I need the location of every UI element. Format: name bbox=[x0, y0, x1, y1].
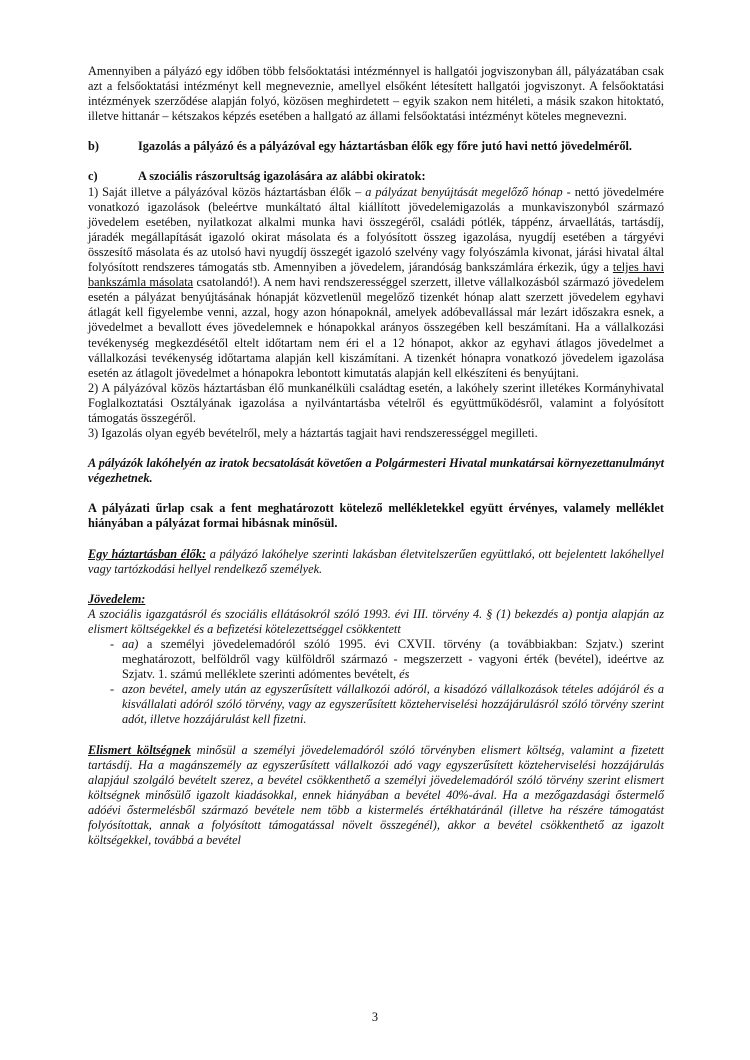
income-definition: A szociális igazgatásról és szociális ellátásokról szóló 1993. évi III. törvény 4. § (1) bekezdés a) pontja alapján az elismert költségekkel és a befizetési kötelezettséggel csökkentett bbox=[88, 606, 664, 636]
section-b-heading bbox=[88, 139, 664, 154]
environment-study-note: A pályázók lakóhelyén az iratok becsatolását követően a Polgármesteri Hivatal munkatársai környezettanulmányt végezhetnek. bbox=[88, 456, 664, 486]
section-b-label: b) bbox=[88, 139, 99, 154]
section-c-item-1: 1) Saját illetve a pályázóval közös háztartásban élők – a pályázat benyújtását megelőző hónap - nettó jövedelmére vonatkozó igazolások (beleértve munkáltató által kiállított jövedelemigazolás a munkaviszonyból származó jövedelem esetében, nyilatkozat alkalmi munka havi összegéről, családi pótlék, táppénz, árvaellátás, tartásdíj, járadék megállapítását igazoló okirat másolata és a folyósított összeg igazolása, nyugdíj esetében a tárgyévi összesítő másolata és az utolsó havi nyugdíj összegét igazoló szelvény vagy folyószámla kivonat, járási hivatal által folyósított rendszeres támogatás stb. Amennyiben a jövedelem, járandóság bankszámlára érkezik, úgy a teljes havi bankszámla másolata csatolandó!). A nem havi rendszerességgel szerzett, illetve vállalkozásból származó jövedelem esetén a pályázat benyújtásának hónapját közvetlenül megelőző tizenkét hónap alatt szerzett jövedelem egyhavi átlagát kell figyelembe venni, azzal, hogy azon hónapoknál, amelyek adóbevallással már lezárt időszakra esnek, a jövedelmet a bevallott éves jövedelemnek e hónapokkal arányos összegében kell beszámítani. Ha a vállalkozási tevékenység megkezdésétől eltelt időtartam nem éri el a 12 hónapot, akkor az egyhavi átlagos jövedelmet a vállalkozási tevékenység időtartama alapján kell kiszámítani. A tizenkét hónapra vonatkozó jövedelem igazolása esetén az átlagolt jövedelmet a hónapokra lebontott kimutatás alapján kell elkészíteni és benyújtani. bbox=[88, 184, 665, 380]
income-term: Jövedelem: bbox=[88, 591, 146, 606]
validity-note: A pályázati űrlap csak a fent meghatározott kötelező mellékletekkel együtt érvényes, valamely melléklet hiányában a pályázat formai hibásnak minősül. bbox=[88, 501, 664, 531]
section-c-label: c) bbox=[88, 169, 98, 184]
section-c-item-3: 3) Igazolás olyan egyéb bevételről, mely a háztartás tagjait havi rendszerességgel megilleti. bbox=[88, 426, 538, 441]
section-b-text: Igazolás a pályázó és a pályázóval egy háztartásban élők egy főre jutó havi nettó jövedelméről. bbox=[138, 139, 632, 154]
costs-term: Elismert költségnek bbox=[88, 742, 191, 757]
income-item-aa: - aa) a személyi jövedelemadóról szóló 1995. évi CXVII. törvény (a továbbiakban: Szjatv.) szerint meghatározott, belföldről vagy külföldről származó - megszerzett - vagyoni érték (bevétel), ideértve az Szjatv. 1. számú melléklete szerinti adómentes bevételt, és bbox=[110, 637, 664, 682]
document-page bbox=[88, 64, 664, 848]
costs-definition: Elismert költségnek minősül a személyi jövedelemadóról szóló törvényben elismert költség, valamint a fizetett tartásdíj. Ha a magánszemély az egyszerűsített vállalkozói adó vagy egyszerűsített közteherviselési hozzájárulás alapjául szolgáló bevételt szerez, a bevétel csökkenthető a személyi jövedelemadóról szóló törvény szerint elismert költségnek minősülő igazolt kiadásokkal, ennek hiányában a bevétel 40%-ával. Ha a mezőgazdasági őstermelő adóévi őstermelésből származó bevétele nem több a kistermelés értékhatáránál (illetve ha részére támogatást folyósítottak, annak a folyósított támogatással növelt összegénél), akkor a bevétel csökkenthető az igazolt költségekkel, továbbá a bevétel bbox=[88, 742, 665, 848]
bank-statement-emphasis: teljes havi bankszámla másolata bbox=[88, 260, 664, 290]
paragraph-intro: Amennyiben a pályázó egy időben több felsőoktatási intézménnyel is hallgatói jogviszonyban áll, pályázatában csak azt a felsőoktatási intézményt kell megneveznie, amellyel elsőként létesített hallgatói jogviszonyt. A felsőoktatási intézmények szerződése alapján folyó, közösen meghirdetett – egyik szakon nem hitéleti, a másik szakon hitoktató, illetve hittanár – kétszakos képzés esetében a hallgató az állami felsőoktatási intézményt köteles megnevezni. bbox=[88, 64, 664, 124]
section-c-heading bbox=[88, 169, 664, 184]
household-definition: Egy háztartásban élők: a pályázó lakóhelye szerinti lakásban életvitelszerűen együttlakó, ott bejelentett lakóhellyel vagy tartózkodási hellyel rendelkező személyek. bbox=[88, 546, 664, 576]
household-term: Egy háztartásban élők: bbox=[88, 546, 207, 561]
section-c-item-2: 2) A pályázóval közös háztartásban élő munkanélküli családtag esetén, a lakóhely szerint illetékes Kormányhivatal Foglalkoztatási Osztályának igazolása a nyilvántartásba vételről és együttműködésről, valamint a folyósított támogatás összegéről. bbox=[88, 380, 664, 425]
income-item-ab: - azon bevétel, amely után az egyszerűsített vállalkozói adóról, a kisadózó vállalkozások tételes adójáról és a kisvállalati adóról szóló törvény, vagy az egyszerűsített közteherviselési hozzájárulásról szóló törvény szerint adót, illetve hozzájárulást kell fizetni. bbox=[110, 682, 664, 727]
section-c-text: A szociális rászorultság igazolására az alábbi okiratok: bbox=[138, 169, 426, 184]
page-number: 3 bbox=[371, 1010, 379, 1024]
